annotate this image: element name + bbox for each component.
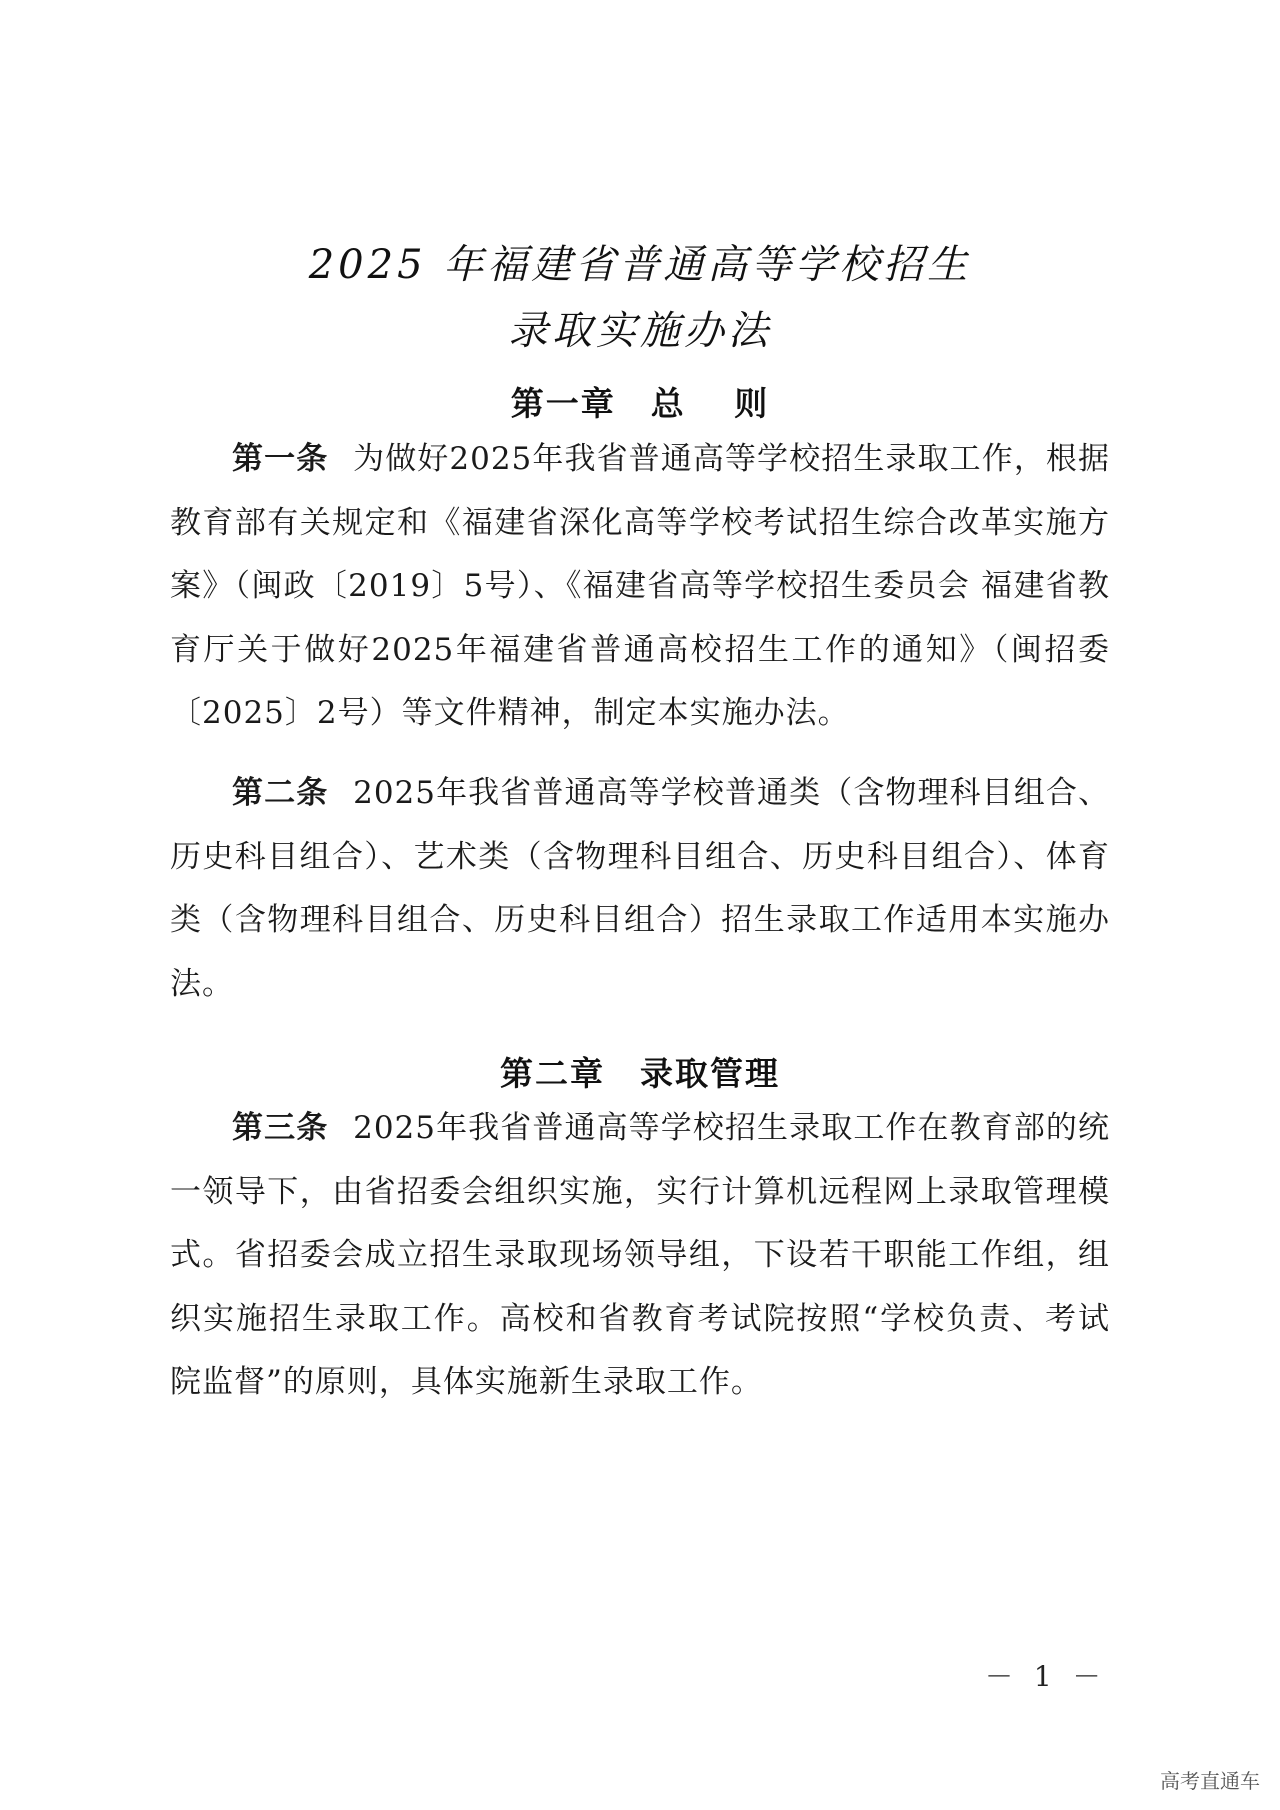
article-1: [170, 428, 1110, 746]
article-3-text: 2025年我省普通高等学校招生录取工作在教育部的统一领导下，由省招委会组织实施，实行计算机远程网上录取管理模式。省招委会成立招生录取现场领导组，下设若干职能工作组，组织实施招生录取工作。高校和省教育考试院按照“学校负责、考试院监督”的原则，具体实施新生录取工作。: [170, 1110, 1111, 1400]
chapter-2-heading: 第二章 录取管理: [500, 1054, 780, 1093]
title-line-2: 录取实施办法: [508, 308, 772, 354]
article-2-label: 第二条: [232, 775, 329, 811]
article-3: [170, 1097, 1110, 1415]
article-3-label: 第三条: [232, 1110, 329, 1146]
document-title: [0, 232, 1280, 364]
chapter-1-heading: 第一章 总 则: [510, 384, 770, 423]
article-2-text: 2025年我省普通高等学校普通类（含物理科目组合、历史科目组合）、艺术类（含物理科目组合、历史科目组合）、体育类（含物理科目组合、历史科目组合）招生录取工作适用本实施办法。: [170, 775, 1111, 1002]
watermark-text: 高考直通车: [1160, 1769, 1260, 1793]
page-number: － 1 －: [985, 1660, 1107, 1693]
article-1-label: 第一条: [232, 441, 329, 477]
article-1-text: 为做好2025年我省普通高等学校招生录取工作，根据教育部有关规定和《福建省深化高等学校考试招生综合改革实施方案》（闽政〔2019〕5号）、《福建省高等学校招生委员会 福建省教育厅关于做好2025年福建省普通高校招生工作的通知》（闽招委〔2025〕2号）等文件精神，制定本实施办法。: [170, 441, 1111, 731]
article-2: [170, 762, 1110, 1016]
title-line-1: 2025 年福建省普通高等学校招生: [308, 242, 972, 288]
